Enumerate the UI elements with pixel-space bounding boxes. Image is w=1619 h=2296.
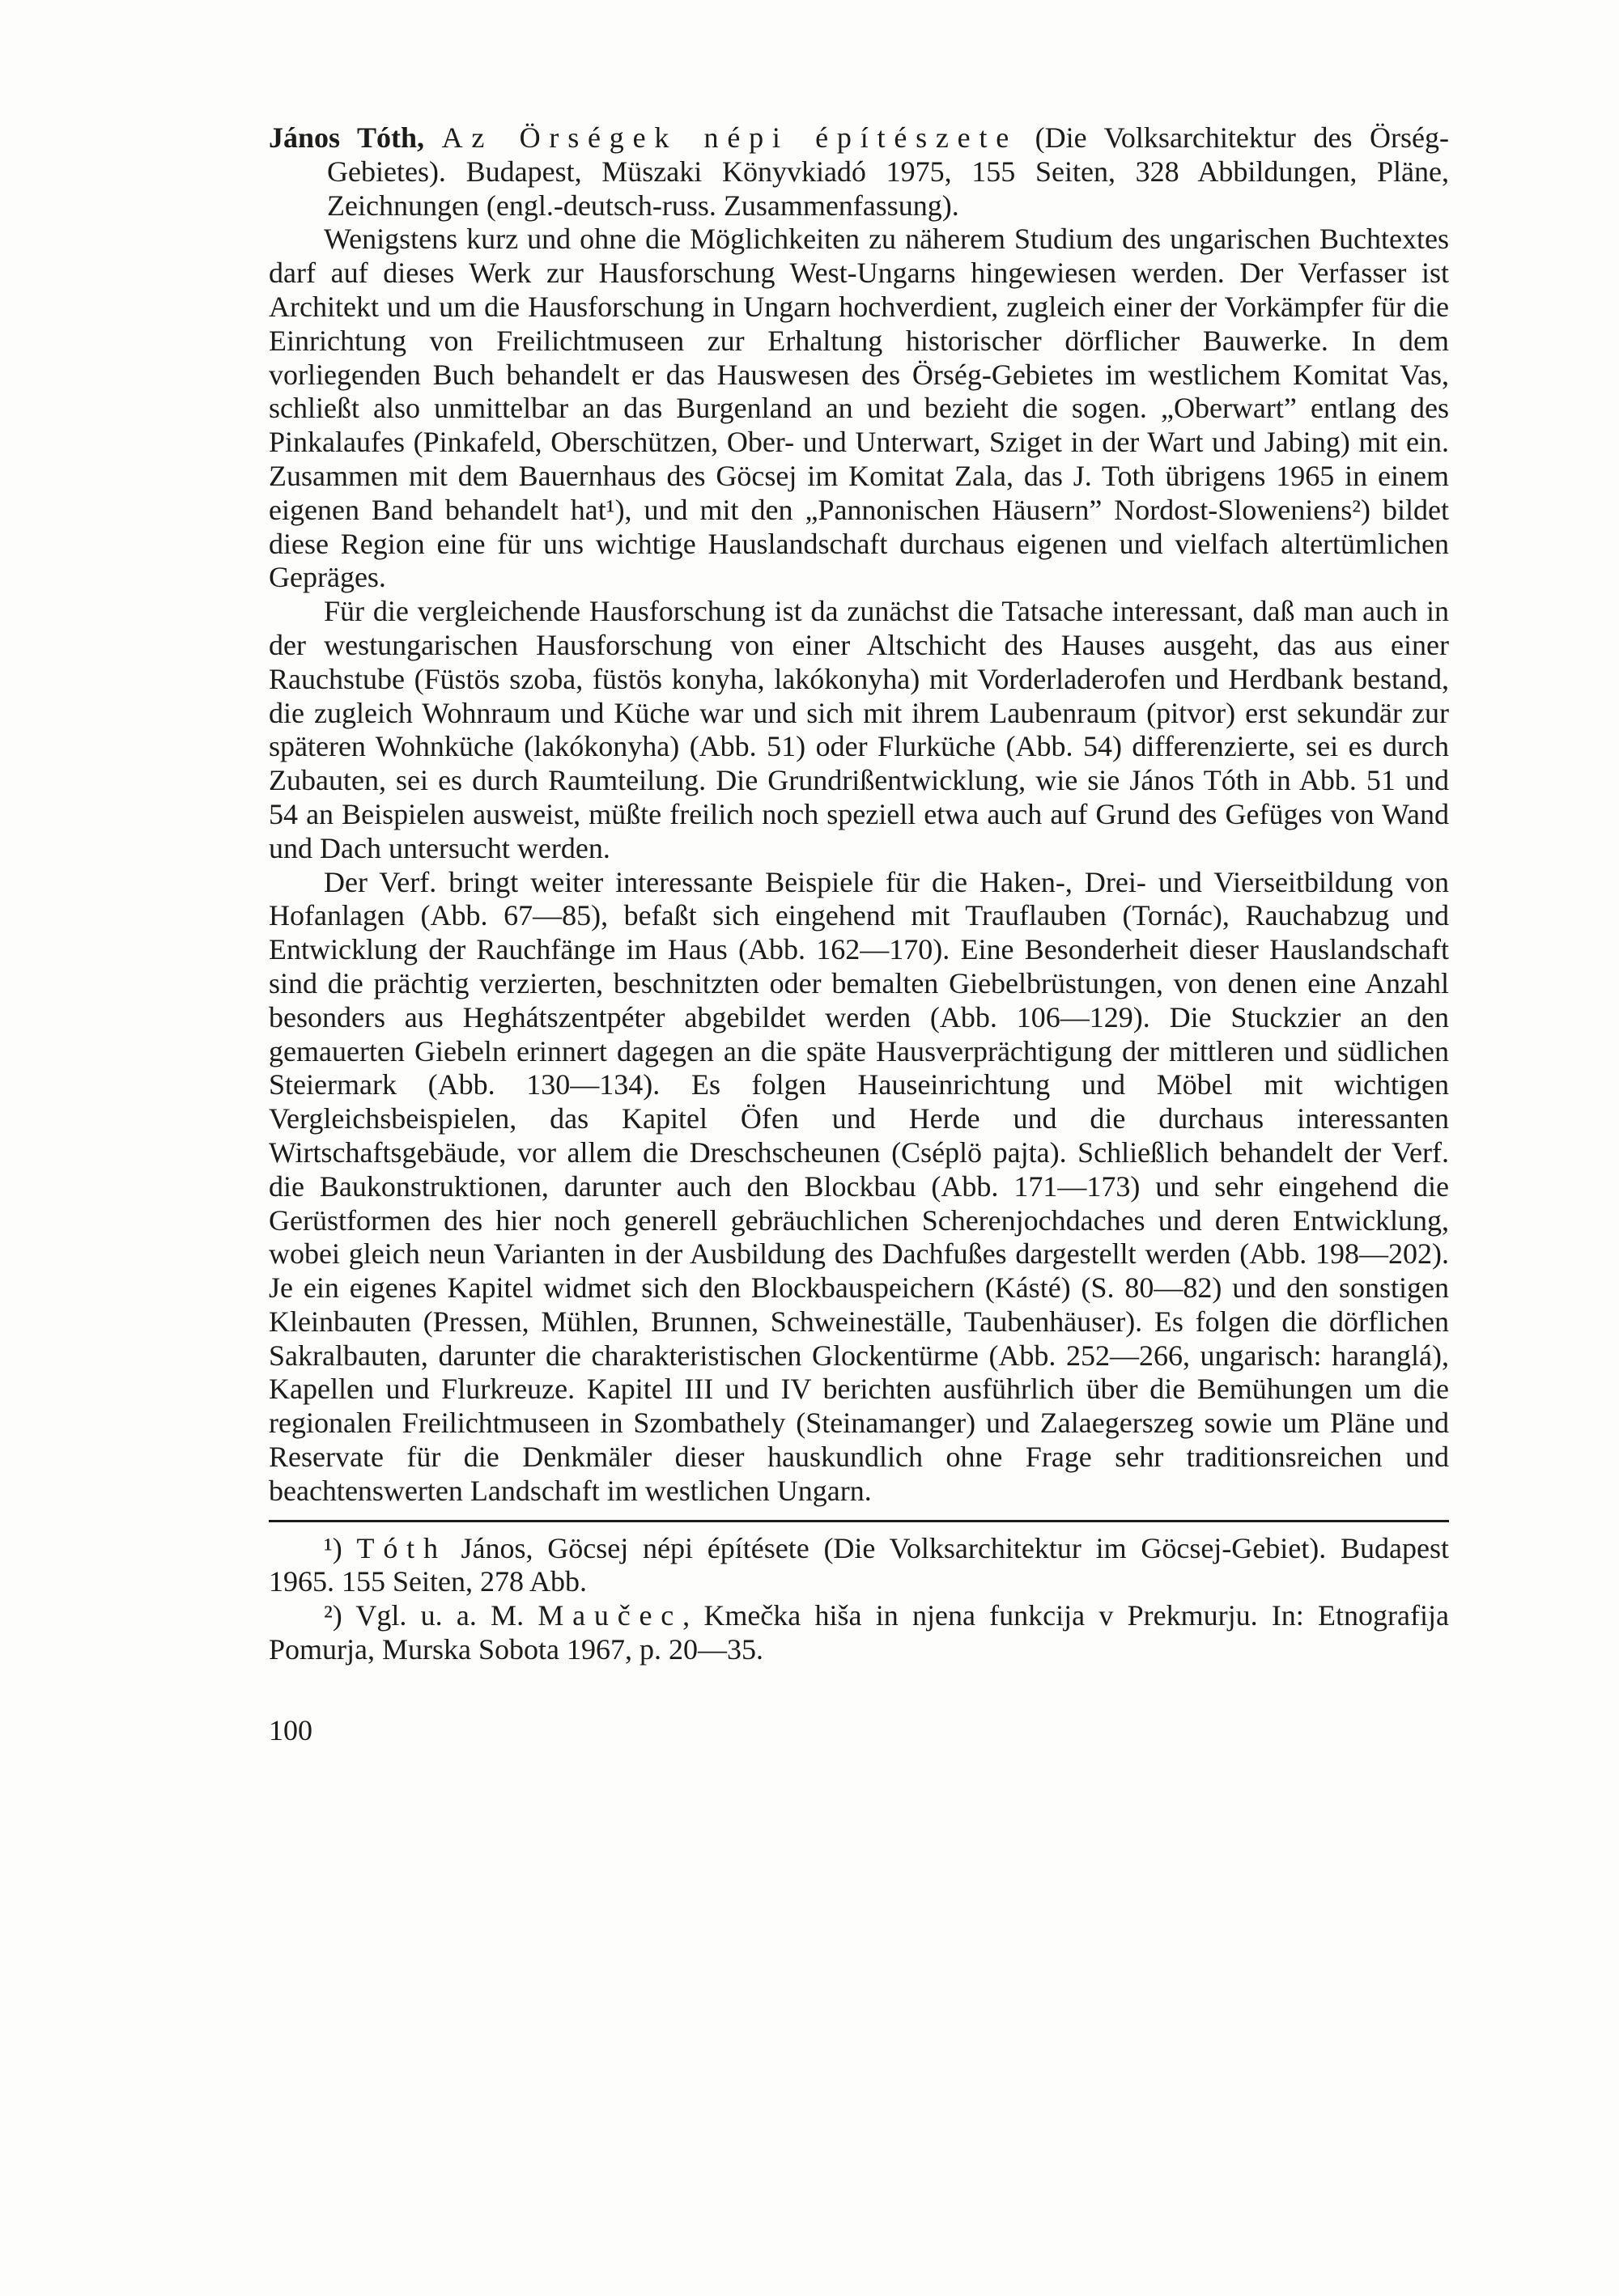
citation-title: Az Örségek népi építészete bbox=[441, 121, 1018, 154]
review-paragraph-2: Für die vergleichende Hausforschung ist da zunächst die Tatsache interessant, daß man auch in der westungarischen Hausforschung von einer Altschicht des Hauses ausgeht, das aus einer Rauchstube (Füstös szoba, füstös konyha, lakókonyha) mit Vorderladerofen und Herdbank bestand, die zugleich Wohnraum und Küche war und sich mit ihrem Laubenraum (pitvor) erst sekundär zur späteren Wohnküche (lakókonyha) (Abb. 51) oder Flurküche (Abb. 54) differenzierte, sei es durch Zubauten, sei es durch Raumteilung. Die Grundrißentwicklung, wie sie János Tóth in Abb. 51 und 54 an Beispielen ausweist, müßte freilich noch speziell etwa auch auf Grund des Gefüges von Wand und Dach untersucht werden. bbox=[269, 595, 1449, 864]
footnote-2-text: , Kmečka hiša in njena funkcija v Prekmurju. In: Etnografija Pomurja, Murska Sobota 1967, p. 20—35. bbox=[269, 1599, 1449, 1666]
footnote-1-marker: ¹) bbox=[324, 1531, 342, 1564]
footnote-1-text: János, Göcsej népi építésete (Die Volksarchitektur im Göcsej-Gebiet). Budapest 1965. 155 Seiten, 278 Abb. bbox=[269, 1531, 1449, 1598]
text-block bbox=[269, 121, 1449, 1748]
footnote-1-author: Tóth bbox=[356, 1531, 447, 1564]
footnote-2-author: Maučec bbox=[538, 1599, 683, 1632]
footnote-1 bbox=[269, 1532, 1449, 1600]
review-paragraph-3: Der Verf. bringt weiter interessante Beispiele für die Haken-, Drei- und Vierseitbildung von Hofanlagen (Abb. 67—85), befaßt sich eingehend mit Trauflauben (Tornác), Rauchabzug und Entwicklung der Rauchfänge im Haus (Abb. 162—170). Eine Besonderheit dieser Hauslandschaft sind die prächtig verzierten, beschnitzten oder bemalten Giebelbrüstungen, von denen eine Anzahl besonders aus Heghátszentpéter abgebildet werden (Abb. 106—129). Die Stuckzier an den gemauerten Giebeln erinnert dagegen an die späte Hausverprächtigung der mittleren und südlichen Steiermark (Abb. 130—134). Es folgen Hauseinrichtung und Möbel mit wichtigen Vergleichsbeispielen, das Kapitel Öfen und Herde und die durchaus interessanten Wirtschaftsgebäude, vor allem die Dreschscheunen (Cséplö pajta). Schließlich behandelt der Verf. die Baukonstruktionen, darunter auch den Blockbau (Abb. 171—173) und sehr eingehend die Gerüstformen des hier noch generell gebräuchlichen Scherenjochdaches und deren Entwicklung, wobei gleich neun Varianten in der Ausbildung des Dachfußes dargestellt werden (Abb. 198—202). Je ein eigenes Kapitel widmet sich den Blockbauspeichern (Kásté) (S. 80—82) und den sonstigen Kleinbauten (Pressen, Mühlen, Brunnen, Schweineställe, Taubenhäuser). Es folgen die dörflichen Sakralbauten, darunter die charakteristischen Glockentürme (Abb. 252—266, ungarisch: haranglá), Kapellen und Flurkreuze. Kapitel III und IV berichten ausführlich über die Bemühungen um die regionalen Freilichtmuseen in Szombathely (Steinamanger) und Zalaegerszeg sowie um Pläne und Reservate für die Denkmäler dieser hauskundlich ohne Frage sehr traditionsreichen und beachtenswerten Landschaft im westlichen Ungarn. bbox=[269, 865, 1449, 1507]
footnote-divider bbox=[269, 1520, 1449, 1522]
footnote-2-marker: ²) bbox=[324, 1599, 342, 1632]
page-number: 100 bbox=[269, 1713, 312, 1746]
footnote-2 bbox=[269, 1599, 1449, 1667]
citation-author: János Tóth, bbox=[269, 121, 425, 154]
footnote-2-prefix: Vgl. u. a. M. bbox=[355, 1599, 525, 1632]
book-citation bbox=[269, 121, 1449, 223]
review-paragraph-1: Wenigstens kurz und ohne die Möglichkeiten zu näherem Studium des ungarischen Buchtextes darf auf dieses Werk zur Hausforschung West-Ungarns hingewiesen werden. Der Verfasser ist Architekt und um die Hausforschung in Ungarn hochverdient, zugleich einer der Vorkämpfer für die Einrichtung von Freilichtmuseen zur Erhaltung historischer dörflicher Bauwerke. In dem vorliegenden Buch behandelt er das Hauswesen des Örség-Gebietes im westlichem Komitat Vas, schließt also unmittelbar an das Burgenland an und bezieht die sogen. „Oberwart” entlang des Pinkalaufes (Pinkafeld, Oberschützen, Ober- und Unterwart, Sziget in der Wart und Jabing) mit ein. Zusammen mit dem Bauernhaus des Göcsej im Komitat Zala, das J. Toth übrigens 1965 in einem eigenen Band behandelt hat¹), und mit den „Pannonischen Häusern” Nordost-Sloweniens²) bildet diese Region eine für uns wichtige Hauslandschaft durchaus eigenen und vielfach altertümlichen Gepräges. bbox=[269, 223, 1449, 594]
citation-details: (Die Volksarchitektur des Örség-Gebietes). Budapest, Müszaki Könyvkiadó 1975, 155 Seiten, 328 Abbildungen, Pläne, Zeichnungen (engl.-deutsch-russ. Zusammenfassung). bbox=[327, 121, 1450, 222]
